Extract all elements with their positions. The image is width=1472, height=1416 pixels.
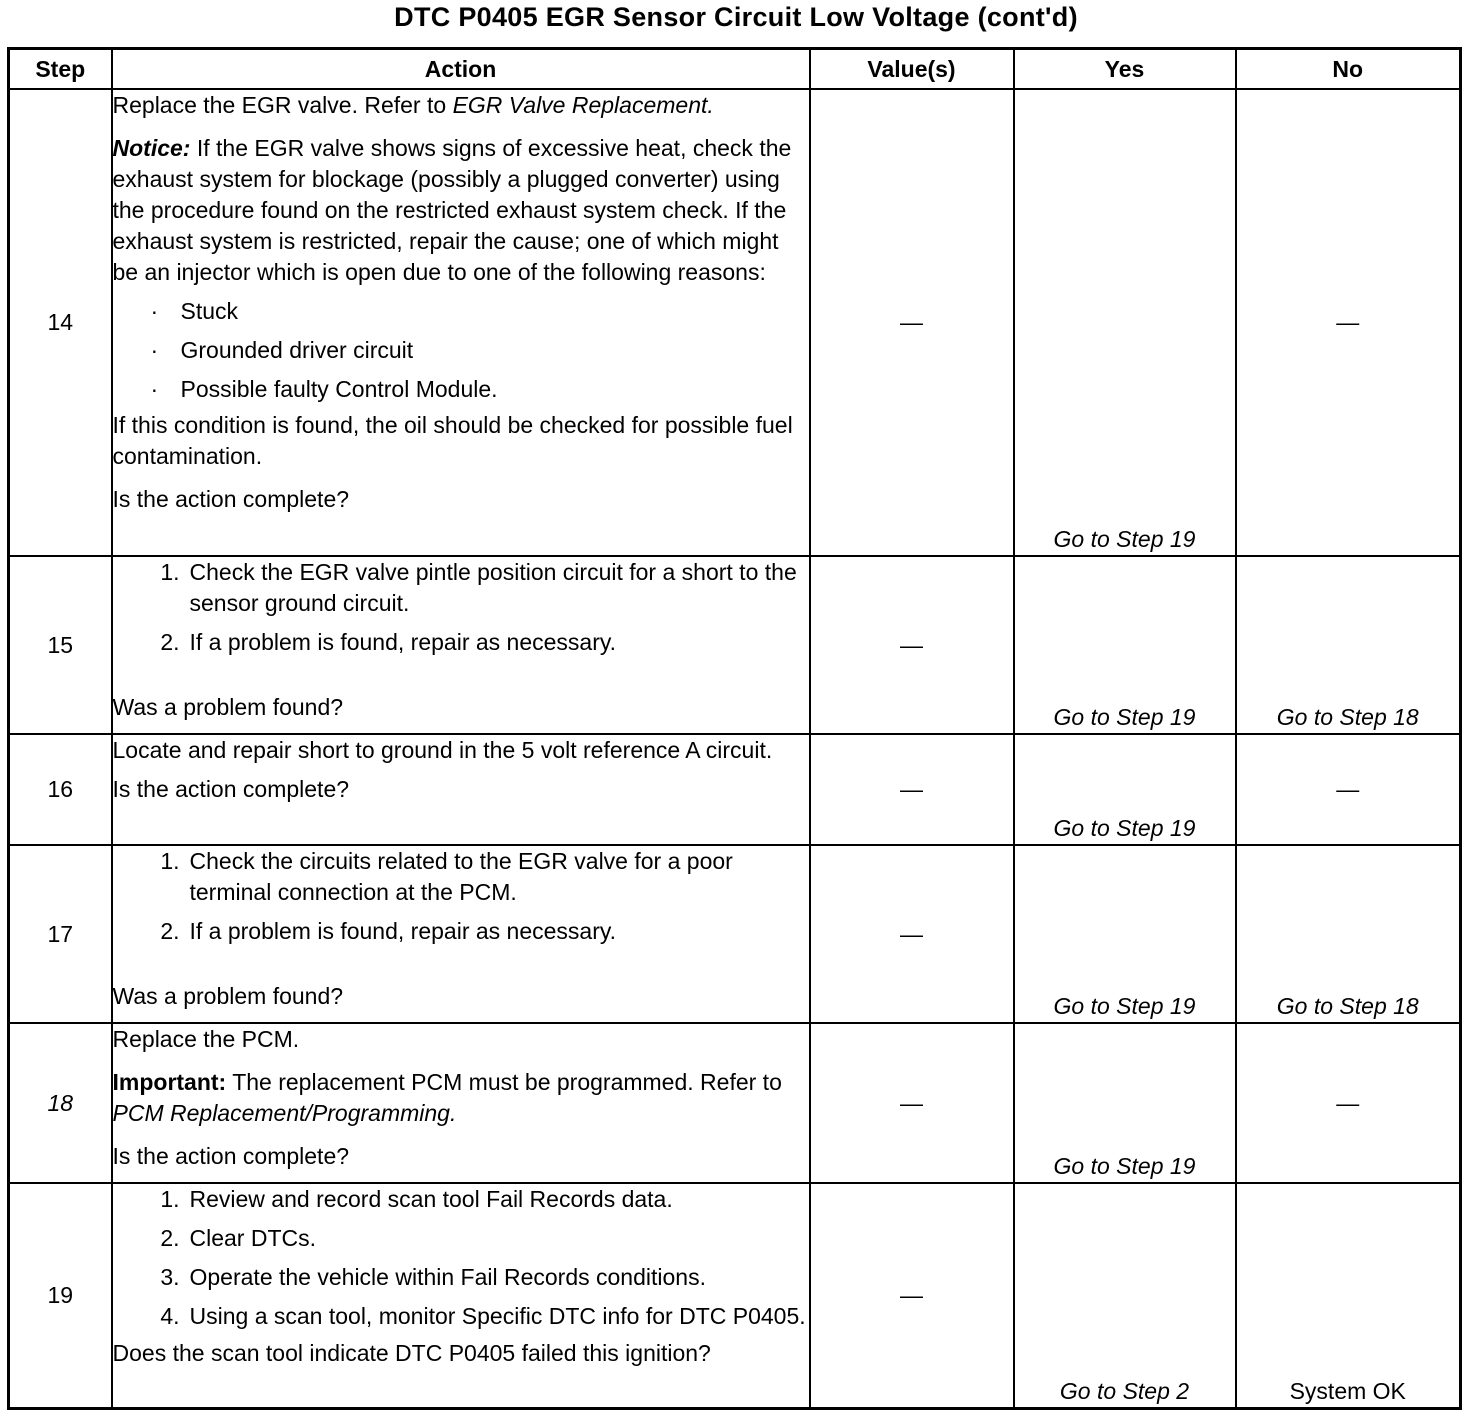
numbered-item: 2. Clear DTCs. bbox=[160, 1225, 317, 1251]
value-cell: — bbox=[810, 556, 1014, 734]
important-text: Important: The replacement PCM must be programmed. Refer to PCM Replacement/Programming. bbox=[112, 1069, 782, 1126]
action-cell bbox=[112, 845, 810, 1023]
table-row bbox=[9, 1023, 1461, 1183]
bullet-item: · Possible faulty Control Module. bbox=[150, 376, 498, 402]
no-result: Go to Step 18 bbox=[1236, 556, 1461, 734]
header-step: Step bbox=[9, 49, 112, 90]
action-text: If this condition is found, the oil should be checked for possible fuel contamination. bbox=[112, 412, 793, 469]
value-cell: — bbox=[810, 734, 1014, 845]
header-values: Value(s) bbox=[810, 49, 1014, 90]
no-result: — bbox=[1236, 89, 1461, 556]
header-row bbox=[9, 49, 1461, 90]
action-text: Replace the PCM. bbox=[112, 1026, 300, 1052]
step-number: 16 bbox=[9, 734, 112, 845]
action-text: Locate and repair short to ground in the 5 volt reference A circuit. bbox=[112, 737, 773, 763]
action-question: Is the action complete? bbox=[112, 486, 350, 512]
header-no: No bbox=[1236, 49, 1461, 90]
table-row bbox=[9, 89, 1461, 556]
numbered-item: 2. If a problem is found, repair as necessary. bbox=[160, 918, 617, 944]
important-label: Important: bbox=[112, 1069, 227, 1095]
action-text: Replace the EGR valve. Refer to EGR Valve Replacement. bbox=[112, 92, 714, 118]
action-question: Is the action complete? bbox=[112, 1143, 350, 1169]
step-number: 19 bbox=[9, 1183, 112, 1408]
yes-result: Go to Step 19 bbox=[1014, 89, 1236, 556]
no-result: — bbox=[1236, 734, 1461, 845]
action-question: Was a problem found? bbox=[112, 694, 344, 720]
page-title: DTC P0405 EGR Sensor Circuit Low Voltage (cont'd) bbox=[394, 2, 1078, 32]
value-cell: — bbox=[810, 89, 1014, 556]
numbered-item: 4. Using a scan tool, monitor Specific DTC info for DTC P0405. bbox=[160, 1303, 806, 1329]
yes-result: Go to Step 2 bbox=[1014, 1183, 1236, 1408]
value-cell: — bbox=[810, 1183, 1014, 1408]
numbered-item: 3. Operate the vehicle within Fail Records conditions. bbox=[160, 1264, 706, 1290]
header-action: Action bbox=[112, 49, 810, 90]
table-row bbox=[9, 845, 1461, 1023]
numbered-item: 2. If a problem is found, repair as necessary. bbox=[160, 629, 617, 655]
action-cell bbox=[112, 1023, 810, 1183]
yes-result: Go to Step 19 bbox=[1014, 845, 1236, 1023]
numbered-item: 1. Review and record scan tool Fail Records data. bbox=[160, 1186, 673, 1212]
no-result: — bbox=[1236, 1023, 1461, 1183]
numbered-item: 1. Check the EGR valve pintle position circuit for a short to the sensor ground circuit. bbox=[160, 559, 797, 616]
bullet-item: · Stuck bbox=[150, 298, 239, 324]
bullet-item: · Grounded driver circuit bbox=[150, 337, 414, 363]
no-result: System OK bbox=[1236, 1183, 1461, 1408]
action-cell bbox=[112, 734, 810, 845]
yes-result: Go to Step 19 bbox=[1014, 1023, 1236, 1183]
numbered-item: 1. Check the circuits related to the EGR valve for a poor terminal connection at the PCM. bbox=[160, 848, 733, 905]
action-question: Does the scan tool indicate DTC P0405 failed this ignition? bbox=[112, 1340, 711, 1366]
reference-link: EGR Valve Replacement. bbox=[452, 92, 714, 118]
diagnostic-table bbox=[7, 47, 1462, 1410]
step-number: 17 bbox=[9, 845, 112, 1023]
yes-result: Go to Step 19 bbox=[1014, 556, 1236, 734]
action-question: Was a problem found? bbox=[112, 983, 344, 1009]
yes-result: Go to Step 19 bbox=[1014, 734, 1236, 845]
table-row bbox=[9, 734, 1461, 845]
action-cell bbox=[112, 1183, 810, 1408]
action-cell bbox=[112, 556, 810, 734]
notice-text: Notice: If the EGR valve shows signs of excessive heat, check the exhaust system for blockage (possibly a plugged converter) using the procedure found on the restricted exhaust system check. If the exhaust system is restricted, repair the cause; one of which might be an injector which is open due to one of the following reasons: bbox=[112, 135, 792, 285]
reference-link: PCM Replacement/Programming. bbox=[112, 1100, 457, 1126]
step-number: 18 bbox=[9, 1023, 112, 1183]
action-question: Is the action complete? bbox=[112, 776, 350, 802]
step-number: 15 bbox=[9, 556, 112, 734]
step-number: 14 bbox=[9, 89, 112, 556]
no-result: Go to Step 18 bbox=[1236, 845, 1461, 1023]
notice-label: Notice: bbox=[112, 135, 191, 161]
value-cell: — bbox=[810, 845, 1014, 1023]
table-row bbox=[9, 556, 1461, 734]
header-yes: Yes bbox=[1014, 49, 1236, 90]
table-row bbox=[9, 1183, 1461, 1408]
value-cell: — bbox=[810, 1023, 1014, 1183]
action-cell bbox=[112, 89, 810, 556]
